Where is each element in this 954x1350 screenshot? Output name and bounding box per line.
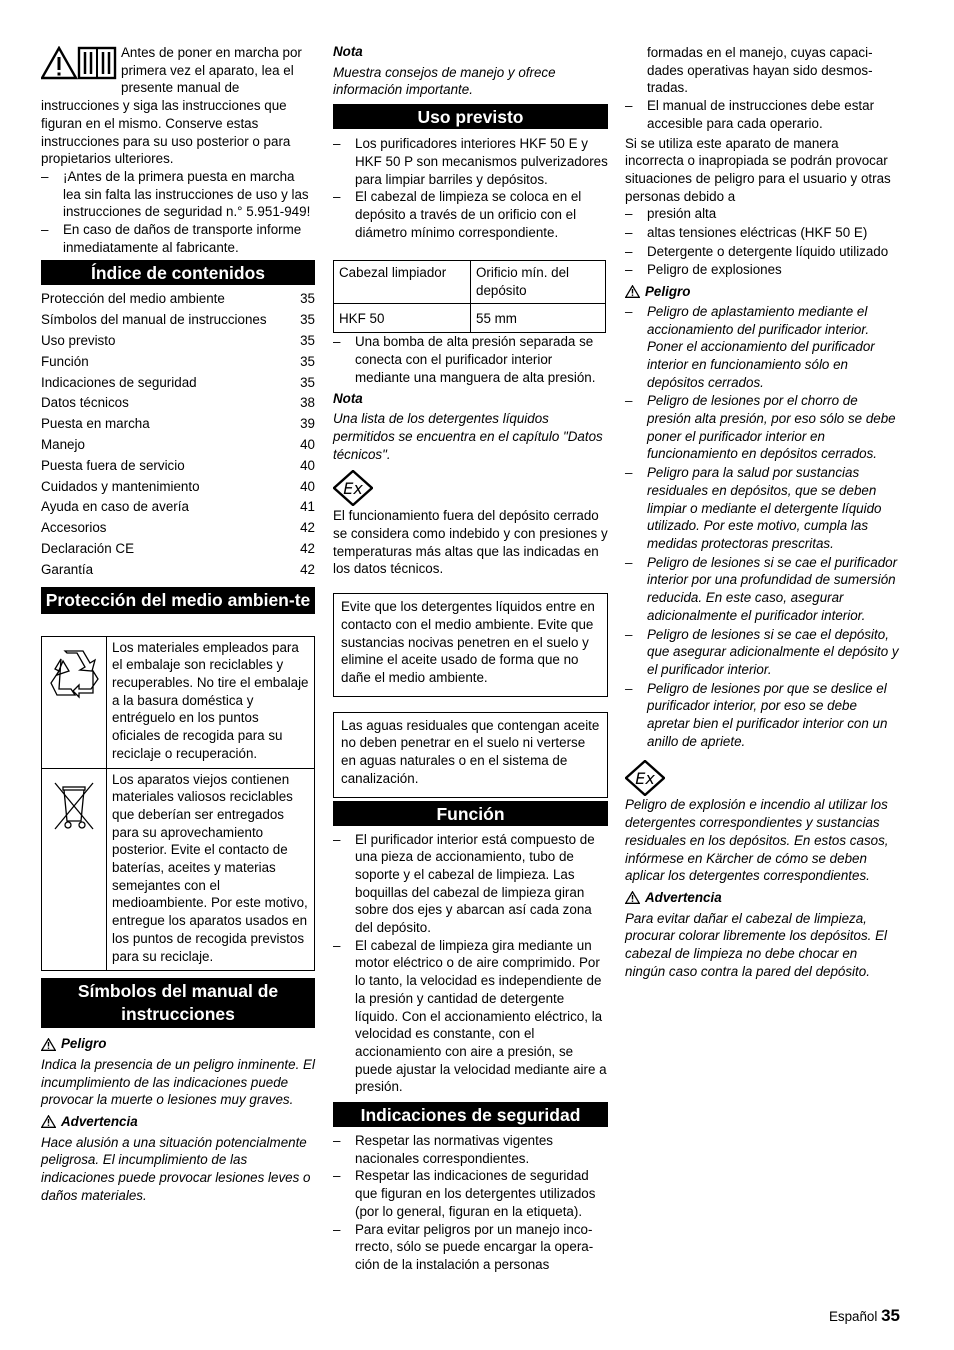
toc-entry-page: 41 [300,499,315,515]
svg-text:Ex: Ex [635,769,655,789]
list-item: – presión alta [625,205,901,223]
environment-heading [41,587,315,614]
notice-text: Evite que los detergentes líquidos entre en contacto con el medio ambiente. Evite que sustancias nocivas penetren en el suelo y elimine el aceite usado de forma que no dañe el medio ambiente. [341,599,595,685]
environment-notice-box-2 [333,712,608,798]
peligro-label: Peligro [41,1035,315,1053]
nota-label-2: Nota [333,390,363,406]
nota-label: Nota [333,44,363,59]
toc-entry-label: Garantía [41,561,94,577]
list-item: – El cabezal de limpieza se coloca en el depósito a través de un orificio con el diámetro mínimo correspondiente. [333,188,608,241]
list-item: – altas tensiones eléctricas (HKF 50 E) [625,224,901,242]
list-item: – Peligro de lesiones por que se deslice el purificador interior, por eso se debe apretar bien el purificador interior con un anillo de apriete. [625,680,901,751]
toc-entry [41,289,315,310]
environment-text-2: Los aparatos viejos contienen materiales valiosos reciclables que deberían ser entregados para su aprovechamiento posterior. Evite el contacto de baterías, aceites y materias semejantes con el medioambiente. Por este motivo, entregue los aparatos usados en los puntos de recogida previstos para su reciclaje. [107,768,315,971]
list-item-part-1: Para evitar peligros por un manejo inco-rrecto, sólo se puede encargar la opera-ción de la instalación a personas [355,1221,594,1272]
toc-entry [41,456,315,477]
footer-language: Español [828,1309,878,1324]
nota-text: Muestra consejos de manejo y ofrece información importante. [333,64,556,98]
list-item: – Respetar las indicaciones de seguridad que figuran en los detergentes utilizados (por lo general, figuran en la etiqueta). [333,1167,608,1220]
column-left [41,44,315,1205]
toc-entry [41,539,315,560]
toc-entry [41,477,315,498]
toc-entry-page: 39 [300,416,315,432]
hazards-list [625,205,901,279]
toc-entry-page: 35 [300,353,315,369]
list-item: – Los purificadores interiores HKF 50 E y HKF 50 P son mecanismos pulverizadores para limpiar barriles y depósitos. [333,135,608,188]
table-header-row [334,261,606,303]
list-item: – El manual de instrucciones debe estar accesible para cada operario. [625,97,901,132]
list-item: – Una bomba de alta presión separada se conecta con el purificador interior mediante una manguera de alta presión. [333,333,608,386]
toc-entry [41,435,315,456]
nota-text-2: Una lista de los detergentes líquidos permitidos se encuentra en el capítulo "Datos técnicos". [333,411,603,462]
ex-text: El funcionamiento fuera del depósito cerrado se considera como indebido y con presiones y temperaturas más altas que las indicadas en los datos técnicos. [333,508,608,577]
symbols-heading [41,978,315,1028]
table-of-contents [41,289,315,580]
warning-triangle-book-icon [41,46,117,80]
toc-entry-label: Puesta en marcha [41,416,150,432]
table-row [42,636,315,768]
toc-entry-label: Manejo [41,437,85,453]
toc-entry-page: 38 [300,395,315,411]
toc-entry-label: Ayuda en caso de avería [41,499,189,515]
toc-entry [41,414,315,435]
list-item: – Peligro de lesiones por el chorro de presión alta presión, por eso sólo se debe poner el purificador interior en funcionamiento en depósitos cerrados. [625,392,901,463]
warning-triangle-icon [625,891,640,904]
spec-table [333,260,606,333]
list-item: – ¡Antes de la primera puesta en marcha lea sin falta las instrucciones de uso y las instrucciones de seguridad n.° 5.951-949! [41,168,315,221]
funcion-list [333,831,608,1097]
table-row [42,768,315,971]
misuse-text: Si se utiliza este aparato de manera incorrecta o inapropiada se podrán provocar situaciones de peligro para el usuario y otras personas debido a [625,135,891,204]
list-item: – En caso de daños de transporte informe inmediatamente al fabricante. [41,221,315,256]
uso-heading: Uso previsto [333,104,608,129]
toc-entry-page: 35 [300,312,315,328]
environment-text-1: Los materiales empleados para el embalaje son reciclables y recuperables. No tire el embalaje a la basura doméstica y entréguelo en los puntos oficiales de recogida para su reciclaje o recuperación. [107,636,315,768]
table-cell: HKF 50 [334,303,471,333]
toc-entry [41,560,315,581]
toc-heading: Índice de contenidos [41,260,315,285]
toc-entry-label: Cuidados y mantenimiento [41,478,200,494]
toc-entry [41,310,315,331]
seguridad-list-cont [625,97,901,132]
table-row [334,303,606,333]
toc-entry-label: Puesta fuera de servicio [41,457,185,473]
intro-list [41,168,315,257]
toc-entry-label: Función [41,353,89,369]
weee-icon-cell [42,768,107,971]
toc-entry-page: 35 [300,333,315,349]
toc-entry-label: Protección del medio ambiente [41,291,225,307]
toc-entry-label: Símbolos del manual de instrucciones [41,312,267,328]
seguridad-heading: Indicaciones de seguridad [333,1102,608,1127]
advertencia-label-2: Advertencia [625,889,901,907]
uso-list [333,135,608,241]
page-footer [829,1307,900,1326]
table-header-cell: Cabezal limpiador [334,261,471,303]
toc-entry-label: Uso previsto [41,333,116,349]
warning-triangle-icon [625,285,640,298]
environment-notice-box-1 [333,593,608,697]
warning-triangle-icon [41,1115,56,1128]
recycle-icon [47,647,101,699]
ex-explosion-icon [333,470,373,506]
toc-entry [41,373,315,394]
warning-triangle-icon [41,1038,56,1051]
environment-table [41,636,315,972]
table-header-cell: Orificio mín. del depósito [471,261,606,303]
toc-entry-page: 40 [300,437,315,453]
toc-entry-label: Datos técnicos [41,395,129,411]
list-item: – Detergente o detergente líquido utilizado [625,243,901,261]
toc-entry [41,393,315,414]
toc-entry-label: Indicaciones de seguridad [41,374,197,390]
seguridad-list [333,1132,608,1274]
peligro-text: Indica la presencia de un peligro inminente. El incumplimiento de las indicaciones puede provocar la muerte o lesiones muy graves. [41,1056,315,1108]
toc-entry-page: 42 [300,541,315,556]
peligro-label-2: Peligro [625,283,901,301]
toc-entry-page: 35 [300,291,315,307]
intro-text: Antes de poner en marcha por primera vez el aparato, lea el presente manual de instrucciones y siga las instrucciones que figuran en el mismo. Conserve estas instrucciones para su uso posterior o para propietarios ulteriores. [41,45,302,167]
uso-list-2 [333,333,608,386]
svg-text:Ex: Ex [343,479,363,499]
explosion-warning-text: Peligro de explosión e incendio al utilizar los detergentes correspondientes y sustancias residuales en los depósitos. En estos casos, infórmese en Kärcher de cómo se deben aplicar los detergentes correspondientes. [625,797,889,884]
intro-block [41,44,315,256]
list-item [333,1221,608,1274]
toc-entry-page: 42 [300,561,315,577]
ex-explosion-icon [625,760,665,796]
list-item: – Respetar las normativas vigentes nacionales correspondientes. [333,1132,608,1167]
recycle-icon-cell [42,636,107,768]
toc-entry [41,352,315,373]
toc-entry-page: 35 [300,374,315,390]
toc-entry-page: 40 [300,478,315,494]
peligro-list [625,303,901,751]
toc-entry-label: Declaración CE [41,541,135,556]
column-middle [333,43,608,1274]
funcion-heading: Función [333,801,608,826]
warning-manual-icons [41,46,117,80]
list-item: – Peligro de lesiones si se cae el purificador interior por una profundidad de sumersión reducida. En este caso, asegurar adicionalmente el purificador interior. [625,554,901,625]
crossed-bin-icon [51,779,97,835]
list-item: – Peligro de explosiones [625,261,901,279]
list-item: – Peligro de aplastamiento mediante el accionamiento del purificador interior. Poner el accionamiento del purificador interior en funcionamiento sólo en depósitos cerrados. [625,303,901,392]
list-item: – El purificador interior está compuesto de una pieza de accionamiento, tubo de soporte y el cabezal de limpieza. Las boquillas del cabezal de limpieza giran sobre dos ejes y abarcan así cada zona del depósito. [333,831,608,937]
list-item: – Peligro para la salud por sustancias residuales en depósitos, que se deben limpiar o mediante el detergente líquido utilizado. Por este motivo, cumpla las medidas protectoras prescritas. [625,464,901,553]
table-cell: 55 mm [471,303,606,333]
toc-entry-page: 42 [300,520,315,536]
toc-entry [41,518,315,539]
toc-entry-page: 40 [300,457,315,473]
toc-entry [41,331,315,352]
advertencia-label: Advertencia [41,1113,315,1131]
column-right [625,44,901,980]
list-item-continuation: formadas en el manejo, cuyas capaci-dades operativas hayan sido desmos-tradas. [647,45,873,96]
symbols-heading-text: Símbolos del manual de instrucciones [77,981,279,1025]
notice-text: Las aguas residuales que contengan aceite no deben penetrar en el suelo ni verterse en aguas naturales o en el sistema de canalización. [341,717,600,786]
list-item: – El cabezal de limpieza gira mediante un motor eléctrico o de aire comprimido. Por lo tanto, la velocidad es independiente de la presión y cantidad de detergente líquido. Con el accionamiento eléctrico, la velocidad es constante, con el accionamiento con aire a presión, se puede ajustar la velocidad mediante aire a presión. [333,937,608,1096]
advertencia-text: Hace alusión a una situación potencialmente peligrosa. El incumplimiento de las indicaciones puede provocar lesiones leves o daños materiales. [41,1134,311,1203]
advertencia-text-2: Para evitar dañar el cabezal de limpieza, procurar colorar libremente los depósitos. El cabezal de limpieza no debe chocar en ningún caso contra la pared del depósito. [625,910,887,979]
toc-entry [41,497,315,518]
page-number: 35 [881,1306,900,1325]
environment-heading-text: Protección del medio ambien-te [45,589,311,610]
toc-entry-label: Accesorios [41,520,107,536]
list-item: – Peligro de lesiones si se cae el depósito, que asegurar adicionalmente el depósito y el purificador interior. [625,626,901,679]
